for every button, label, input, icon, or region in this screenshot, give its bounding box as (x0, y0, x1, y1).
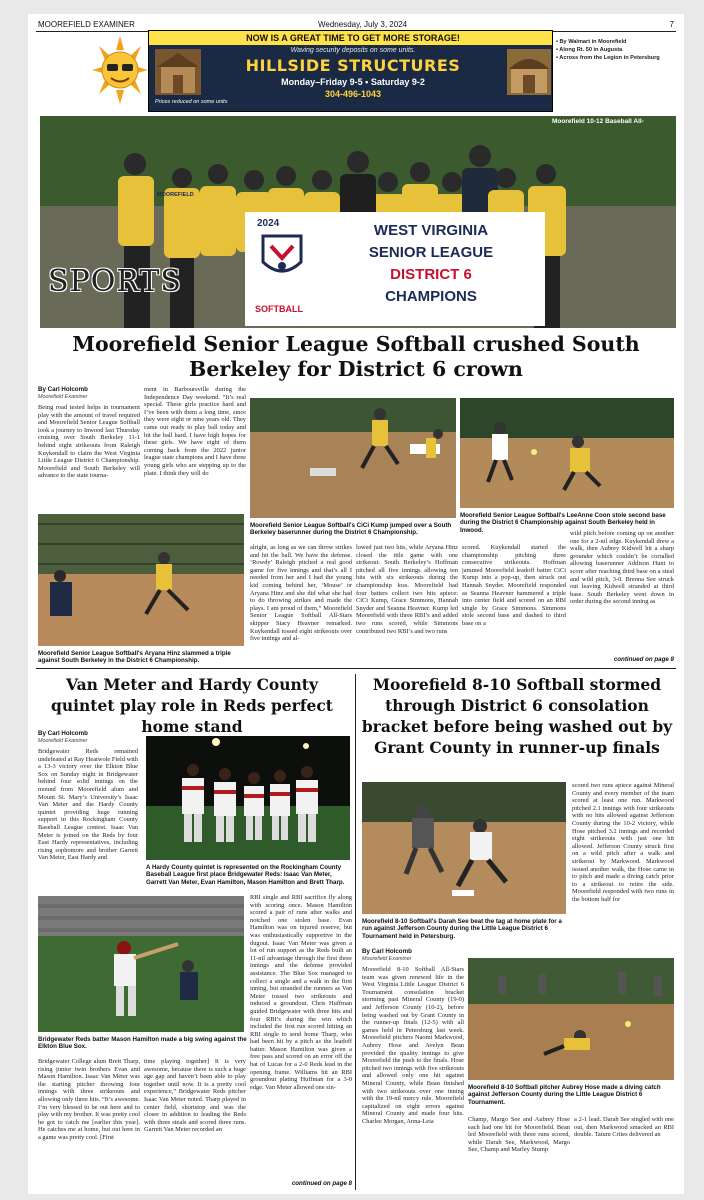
photo-cici-kump (250, 398, 456, 518)
photo-mason-hamilton (38, 896, 244, 1032)
story1-col3: alright, as long as we can throw strikes and hit the ball. We have the defense. ‘Rowdy’ Raleigh pitched a real good game for five innings and that’s all I needed from her and I had the young kid coming behind her, ‘Mouse’ or Aryana Hinz and she did what she had to do throwing strikes and made the plays. I am proud of them,” Moorefield Senior League Softball All-Stars skipper Stacy Heavner remarked. Kuykendall tossed eight strikeouts over five innings and al- (250, 544, 352, 643)
sun-mascot-icon (90, 34, 150, 106)
hillside-structures-ad (148, 30, 553, 112)
story1-col4: lowed just two hits, while Aryana Hinz closed the title game with one strikeout. South Berkeley’s Hoffman pitched all five innings allowing ten hits with six strikeouts during the championship loss. Moorefield had four batters collect two hits apiece: CiCi Kump, Grace Simmons, Hannah Snyder and Seanna Heavner. Kump led Moorefield with three RBI’s and added two runs scored, while Simmons contributed two RBI’s and two runs (356, 544, 458, 635)
story3-byline-sub: Moorefield Examiner (362, 956, 412, 962)
story3-caption-a: Moorefield 8-10 Softball's Darah See beat the tag at home plate for a run against Jefferson County during the Little League District 6 Tournament held in Petersburg. (362, 918, 562, 940)
jersey-text: MOOREFIELD (157, 192, 194, 198)
ad-brand: HILLSIDE STRUCTURES (245, 56, 461, 75)
story2-byline: By Carl Holcomb (38, 730, 88, 737)
photo-darah-see (362, 782, 566, 914)
hero-team-photo (40, 116, 676, 328)
little-league-logo-icon (259, 234, 305, 280)
ad-location-3: • Across from the Legion in Petersburg (556, 55, 660, 61)
page-number: 7 (669, 20, 674, 29)
photo-reds-quintet (146, 736, 350, 860)
banner-year: 2024 (257, 218, 280, 229)
shed-photo-left (155, 49, 201, 95)
story1-caption-b: Moorefield Senior League Softball's LeeAnne Coon stole second base during the District 6 Championship against South Berkeley held in Inwood. (460, 512, 666, 534)
story2-continued: continued on page 8 (291, 1180, 352, 1187)
story1-byline: By Carl Holcomb (38, 386, 88, 393)
story1-col2: ment in Barboursville during the Independence Day weekend. “It’s real special. These girls practice hard and I’ve been with them a long time, since they were eight or nine years old. They came out ready to play ball today and hit the ball hard. I have high hopes for these girls. We have eight of them coming back from the 2022 junior league state champions and I have three young girls who are stepping up to the plate. I think they will do (144, 386, 246, 477)
shed-photo-right (507, 49, 551, 95)
banner-line-1: WEST VIRGINIA (373, 222, 489, 239)
story3-col2: Champ, Margo See and Aubrey Hose each had one hit for Moorefield. Bean led Moorefield with three runs scored, while Darah See, Markwood, Margo See, Champ and Marley Stump (468, 1116, 570, 1154)
issue-date: Wednesday, July 3, 2024 (318, 20, 408, 29)
story2-byline-sub: Moorefield Examiner (38, 738, 88, 744)
story2-caption-swing: Bridgewater Reds batter Mason Hamilton made a big swing against the Elkton Blue Sox. (38, 1036, 247, 1051)
story1-caption-c: Moorefield Senior League Softball's Aryana Hinz slammed a triple against South Berkeley in the District 6 Championship. (38, 650, 231, 665)
column-divider (355, 674, 356, 1190)
ad-note: Prices reduced on some units (155, 99, 228, 105)
story3-byline: By Carl Holcomb (362, 948, 412, 955)
ad-subline: Waving security deposits on some units. (290, 47, 416, 54)
champions-banner (245, 212, 545, 326)
section-label: SPORTS (48, 264, 182, 299)
ad-location-1: • By Walmart in Moorefield (556, 39, 627, 45)
story1-continued: continued on page 8 (613, 656, 674, 663)
story3-col1: Moorefield 8-10 Softball All-Stars team was given renewed life in the West Virginia Little League District 6 Tournament consolation bracket storming past Mineral County (19-0) and Jefferson County (10-2), before being washed out by Grant County in the runner-up finals (12-5) with all games held in Petersburg last week. Moorefield pitchers Naomi Markwood, Aubrey Hose and Avelyn Bean provided the quality innings to give Moorefield the push to the finals. Hose pitched two innings with five strikeouts and allowed only one hit against Mineral County, while Bean finished with two strikeouts over one inning with the 19-nil mercy rule. Moorefield capitalized on eight errors against Mineral County and made four hits. Charlee Morgan, Anna-Leia (362, 966, 464, 1125)
story2-col1b: Bridgewater College alum Brett Tharp, rising junior twin brothers Evan and Mason Hamilton. Isaac Van Meter was the starting pitcher throwing four innings with three strikeouts and allowing only three hits. “It’s awesome. I’m very blessed to be out here and to play with my brother. It was pretty cool he got to catch me [earlier this year]. He catches me at home, but out here in a game was pretty cool. [First (38, 1058, 140, 1141)
ad-locations (556, 38, 676, 62)
story1-col1: Being road tested helps in tournament play with the amount of travel required and Moorefield Senior League Softball took a journey to Inwood last Thursday cruising over South Berkeley 11-1 behind eight strikeouts from Raleigh Kuykendall to claim the West Virginia Little League District 6 Championship. Moorefield and South Berkeley will advance to the state tourna- (38, 404, 140, 480)
hero-photo-tag: Moorefield 10-12 Baseball All- (552, 118, 644, 125)
newspaper-page (28, 14, 684, 1194)
story1-caption-a: Moorefield Senior League Softball's CiCi Kump jumped over a South Berkeley baserunner during the District 6 Championship. (250, 522, 452, 537)
photo-aryana-hinz (38, 514, 244, 646)
ad-phone: 304-496-1043 (324, 89, 382, 99)
banner-sport: SOFTBALL (255, 304, 303, 314)
photo-leeanne-coon (460, 398, 674, 508)
story1-col6: wild pitch before coming up on another one for a 2-nil edge. Kuykendall drew a walk, then Aubrey Kidwell hit a sharp grounder which couldn’t be corralled allowing baserunner Addison Hunt to score after reaching third base on a steal and wild pitch, 3-0. Brenna See struck out leaving Kidwell stranded at third base. South Berkeley went down in order during the second inning as (570, 530, 674, 606)
banner-line-3: DISTRICT 6 (390, 266, 472, 283)
publication-name: MOOREFIELD EXAMINER (38, 20, 135, 29)
ad-banner: NOW IS A GREAT TIME TO GET MORE STORAGE! (246, 33, 460, 43)
story1-headline: Moorefield Senior League Softball crushed South Berkeley for District 6 crown (72, 332, 640, 381)
story3-col-a-top: scored two runs apiece against Mineral County and every member of the team scored at least one run. Markwood pitched 2.1 innings with four strikeouts with no hits allowed against Jefferson County during the 10-2 victory, while Hose pitched 3.2 innings and recorded eight strikeouts with just one hit allowed. Jefferson County struck first on a wild pitch after a walk and strikeout by Markwood. Markwood issued another walk, the Hose came in to pitch and made a diving catch prior to a strikeout to retire the side. Moorefield responded with two runs in the bottom half for (572, 782, 674, 903)
banner-line-4: CHAMPIONS (385, 288, 477, 305)
story1-col5: scored. Kuykendall started the championship pitching three consecutive strikeouts. Hoffman jammed Moorefield leadoff batter CiCi Kump into a pop-up, then struck out Hannah Snyder. Moorefield responded as Seanna Heavner hammered a triple into center field and scored on an RBI single by Grace Simmons. Simmons stole second base and dashed to third base on a (462, 544, 566, 627)
story3-col3: a 2-1 lead. Darah See singled with one out, then Markwood smacked an RBI double. Tatum Crites delivered an (574, 1116, 674, 1139)
story3-caption-b: Moorefield 8-10 Softball pitcher Aubrey Hose made a diving catch against Jefferson County during the Little League District 6 Tournament. (468, 1084, 661, 1106)
story1-byline-sub: Moorefield Examiner (38, 394, 88, 400)
photo-aubrey-hose (468, 958, 674, 1080)
story2-col2: time playing together] It is very awesome, because there is such a huge age gap and haven’t been able to play together until now. It is a pretty cool experience,” Bridgewater Reds pitcher Isaac Van Meter noted. Tharp played in center field, shortstop and was the closer in addition to leading the Reds with three steals and scored three runs. Garrett Van Meter recorded an (144, 1058, 246, 1134)
ad-location-2: • Along Rt. 50 in Augusta (556, 47, 623, 53)
banner-line-2: SENIOR LEAGUE (368, 244, 494, 261)
ad-hours: Monday–Friday 9-5 • Saturday 9-2 (281, 77, 425, 87)
story3-headline: Moorefield 8-10 Softball stormed through District 6 consolation bracket before being washed out by Grant County in runner-up finals (361, 675, 673, 757)
story2-headline: Van Meter and Hardy County quintet play role in Reds perfect home stand (51, 675, 333, 736)
story2-caption-team: A Hardy County quintet is represented on the Rockingham County Baseball League first place Bridgewater Reds: Isaac Van Meter, Garrett Van Meter, Evan Hamilton, Mason Hamilton and Brett Tharp. (146, 864, 345, 886)
story2-col1: Bridgewater Reds remained undefeated at Ray Heatwole Field with a 13-3 victory over the Elkton Blue Sox on Sunday night in Bridgewater behind four solid innings on the mound from Moorefield alum and Mount St. Mary’s University’s Isaac Van Meter and the Hardy County quintet providing huge running support in this Rockingham County Baseball League contest. Isaac Van Meter is joined on the Reds by four East Hardy representatives, including rising sophomore and brother Garrett Van Meter, East Hardy and (38, 748, 138, 862)
story2-col3: RBI single and RBI sacrifice fly along with scoring once. Mason Hamilton scored a pair of runs after walks and notched one stolen base. Evan Hamilton was on injured reserve, but was enthusiastically supportive in the dugout. Isaac Van Meter was given a lot of run support as the Reds built an 11-nil advantage through the first three innings and the defense provided assistance. The Blue Sox managed to collect a single and a walk in the first inning, but stranded the runners as Van Meter tossed two strikeouts and induced a groundout. Chris Huffman guided Bridgewater with three hits and four RBI’s during the win which included the first run scored hitting an RBI single to send home Tharp, who had been hit by a pitch as the leadoff batter. Mason Hamilton was given a free pass and scored on an error off the bat of Lucas for a 2-0 Reds lead in the opening frame. Williams hit an RBI groundout plating Huffman for a 3-0 edge. Van Meter allowed one sin- (250, 894, 352, 1091)
